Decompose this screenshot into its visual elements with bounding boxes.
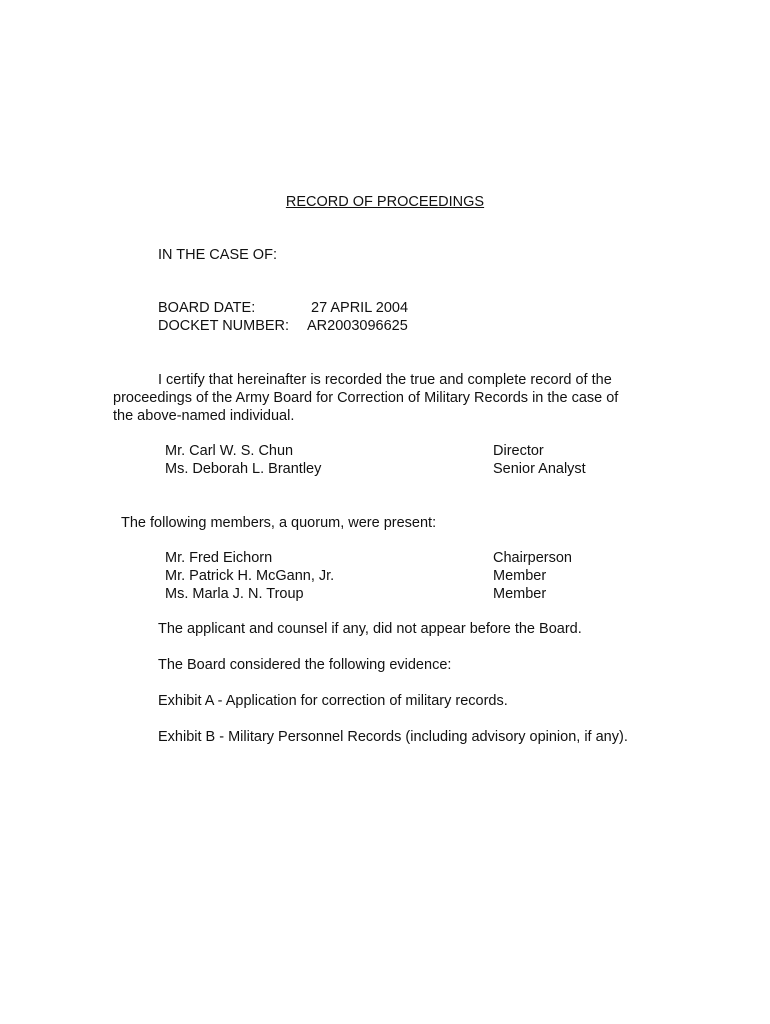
member-name: Mr. Patrick H. McGann, Jr.: [165, 568, 335, 584]
certification-line: the above-named individual.: [113, 408, 295, 424]
certification-line: I certify that hereinafter is recorded the true and complete record of the: [158, 372, 612, 388]
member-name: Ms. Marla J. N. Troup: [165, 586, 304, 602]
staff-role: Senior Analyst: [493, 461, 586, 477]
board-date-label: BOARD DATE:: [158, 300, 256, 316]
staff-role: Director: [493, 443, 544, 459]
exhibit-a: Exhibit A - Application for correction of military records.: [158, 693, 508, 709]
case-label: IN THE CASE OF:: [158, 247, 277, 263]
member-name: Mr. Fred Eichorn: [165, 550, 273, 566]
exhibit-b: Exhibit B - Military Personnel Records (including advisory opinion, if any).: [158, 729, 628, 745]
certification-line: proceedings of the Army Board for Correction of Military Records in the case of: [113, 390, 619, 406]
quorum-statement: The following members, a quorum, were present:: [121, 515, 437, 531]
staff-name: Mr. Carl W. S. Chun: [165, 443, 294, 459]
docket-number-label: DOCKET NUMBER:: [158, 318, 290, 334]
certification-paragraph: [113, 371, 653, 425]
board-date-value: 27 APRIL 2004: [311, 300, 409, 316]
member-role: Chairperson: [493, 550, 572, 566]
member-role: Member: [493, 586, 547, 602]
evidence-intro: The Board considered the following evidence:: [158, 657, 452, 673]
member-role: Member: [493, 568, 547, 584]
staff-name: Ms. Deborah L. Brantley: [165, 461, 322, 477]
docket-number-value: AR2003096625: [307, 318, 408, 334]
document-title: RECORD OF PROCEEDINGS: [285, 194, 485, 210]
appearance-statement: The applicant and counsel if any, did not appear before the Board.: [158, 621, 582, 637]
